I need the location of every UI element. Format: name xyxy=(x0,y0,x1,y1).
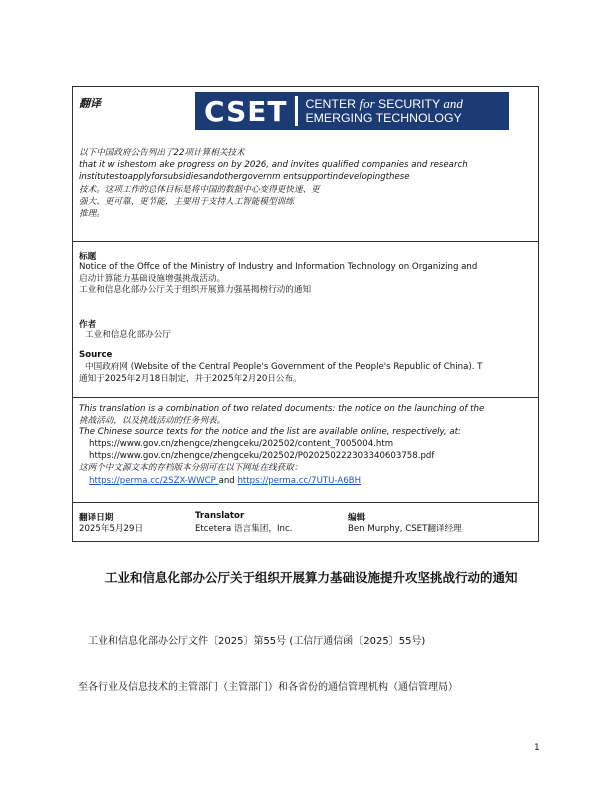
metadata-section xyxy=(73,242,538,398)
author-label: 作者 xyxy=(79,320,97,330)
note-text: This translation is a combination of two related documents: the notice on the launching of the 挑战活动，以及挑战活动的任务列表。 The Chinese source texts for the notice and the list are available online, respectively, at: xyxy=(79,404,485,438)
archive-link-2[interactable]: https://perma.cc/7UTU-A6BH xyxy=(237,476,362,486)
date-value: 2025年5月29日 xyxy=(79,524,144,534)
archive-links xyxy=(89,476,361,488)
note-section xyxy=(73,398,538,503)
recipients-line: 至各行业及信息技术的主管部门（主管部门）和各省份的通信管理机构（通信管理局） xyxy=(78,682,458,693)
editor-label: 编辑 xyxy=(348,513,366,523)
notice-title: 工业和信息化部办公厅关于组织开展算力基础设施提升攻坚挑战行动的通知 xyxy=(105,570,518,585)
title-label: 标题 xyxy=(79,252,97,262)
source-line-1: 中国政府网 (Website of the Central People's Government of the People's Republic of China). T xyxy=(85,362,483,372)
author-value: 工业和信息化部办公厅 xyxy=(85,330,171,340)
logo-divider xyxy=(295,96,298,126)
translator-value: Etcetera 语言集团，Inc. xyxy=(195,524,293,534)
cset-logo xyxy=(195,92,509,130)
credits-row xyxy=(73,503,538,542)
logo-text: CENTER for SECURITY and EMERGING TECHNOLOGY xyxy=(305,96,463,125)
page-number: 1 xyxy=(534,743,540,753)
archive-and: and xyxy=(218,476,235,486)
source-line-2: 通知于2025年2月18日制定，并于2025年2月20日公布。 xyxy=(79,374,302,384)
intro-paragraph: 以下中国政府公告列出了22项计算相关技术 that it w ishestom ake progress on by 2026, and invites qualified companies and research institutestoapplyforsubsidiesandothergovernm entsupportindevelopingthese 技术。这项工作的总体目标是将中国的数据中心变得更快速、更 强大、更可靠、更节能，主要用于支持人工智能模型训练 推理。 xyxy=(79,148,468,220)
document-number: 工业和信息化部办公厅文件〔2025〕第55号 (工信厅通信函〔2025〕55号) xyxy=(88,636,426,647)
archive-link-1[interactable]: https://perma.cc/2SZX-WWCP xyxy=(89,476,219,486)
intro-section xyxy=(73,87,538,242)
editor-value: Ben Murphy, CSET翻译经理 xyxy=(348,524,462,534)
archive-line: 这两个中文源文本的存档版本分别可在以下网址在线获取： xyxy=(79,463,303,473)
source-label: Source xyxy=(79,350,113,360)
document-title-block: Notice of the Offce of the Ministry of Industry and Information Technology on Organizing and 启动计算能力基础设施增强挑战活动。 工业和信息化部办公厅关于组织开展算力强基揭榜行动的通知 xyxy=(79,262,478,296)
source-url-1[interactable]: https://www.gov.cn/zhengce/zhengceku/202502/content_7005004.htm xyxy=(89,439,394,449)
metadata-table xyxy=(72,86,539,542)
logo-acronym: CSET xyxy=(204,94,288,128)
source-url-2[interactable]: https://www.gov.cn/zhengce/zhengceku/202502/P020250222303340603758.pdf xyxy=(89,451,435,461)
date-label: 翻译日期 xyxy=(79,513,114,523)
translation-label: 翻译 xyxy=(79,97,101,110)
translator-label: Translator xyxy=(195,511,245,521)
